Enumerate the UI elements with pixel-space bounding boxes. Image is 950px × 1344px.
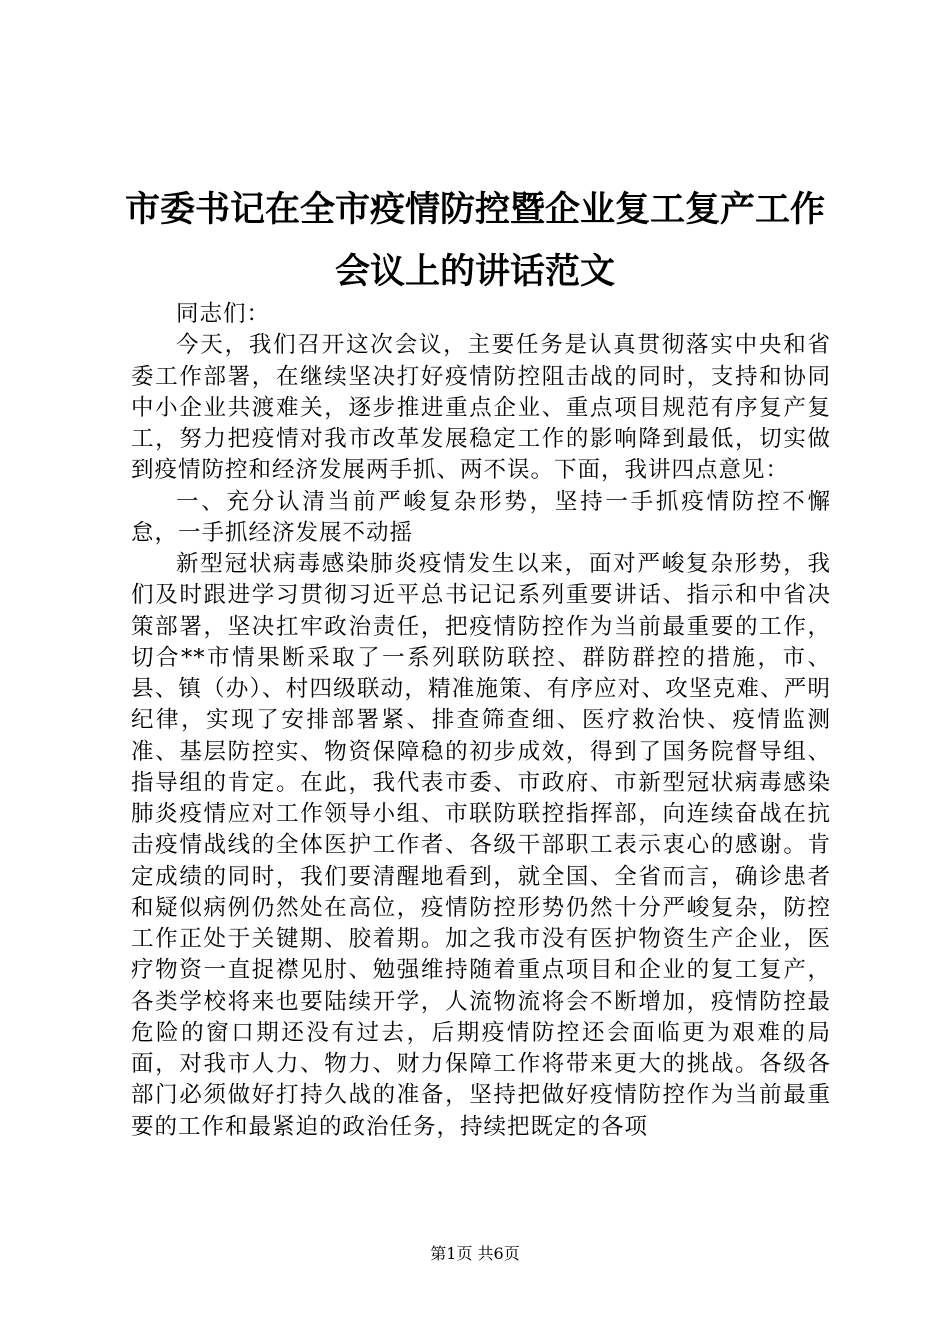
section-heading-1: 一、充分认清当前严峻复杂形势，坚持一手抓疫情防控不懈怠，一手抓经济发展不动摇 xyxy=(131,488,831,546)
document-title-line-2: 会议上的讲话范文 xyxy=(334,252,615,292)
document-body xyxy=(131,299,831,1143)
salutation: 同志们： xyxy=(176,301,271,327)
document-title-line-1: 市委书记在全市疫情防控暨企业复工复产工作 xyxy=(124,190,825,230)
page-footer: 第1页 共6页 xyxy=(430,1244,520,1263)
paragraph-section-1: 新型冠状病毒感染肺炎疫情发生以来，面对严峻复杂形势，我们及时跟进学习贯彻习近平总书记记系列重要讲话、指示和中省决策部署，坚决扛牢政治责任，把疫情防控作为当前最重要的工作，切合**市情果断采取了一系列联防联控、群防群控的措施，市、县、镇（办）、村四级联动，精准施策、有序应对、攻坚克难、严明纪律，实现了安排部署紧、排查筛查细、医疗救治快、疫情监测准、基层防控实、物资保障稳的初步成效，得到了国务院督导组、指导组的肯定。在此，我代表市委、市政府、市新型冠状病毒感染肺炎疫情应对工作领导小组、市联防联控指挥部，向连续奋战在抗击疫情战线的全体医护工作者、各级干部职工表示衷心的感谢。肯定成绩的同时，我们要清醒地看到，就全国、全省而言，确诊患者和疑似病例仍然处在高位，疫情防控形势仍然十分严峻复杂，防控工作正处于关键期、胶着期。加之我市没有医护物资生产企业，医疗物资一直捉襟见肘、勉强维持随着重点项目和企业的复工复产，各类学校将来也要陆续开学，人流物流将会不断增加，疫情防控最危险的窗口期还没有过去，后期疫情防控还会面临更为艰难的局面，对我市人力、物力、财力保障工作将带来更大的挑战。各级各部门必须做好打持久战的准备，坚持把做好疫情防控作为当前最重要的工作和最紧迫的政治任务，持续把既定的各项 xyxy=(131,551,831,1140)
paragraph-intro: 今天，我们召开这次会议，主要任务是认真贯彻落实中央和省委工作部署，在继续坚决打好疫情防控阻击战的同时，支持和协同中小企业共渡难关，逐步推进重点企业、重点项目规范有序复产复工，努力把疫情对我市改革发展稳定工作的影响降到最低，切实做到疫情防控和经济发展两手抓、两不误。下面，我讲四点意见： xyxy=(131,332,831,484)
